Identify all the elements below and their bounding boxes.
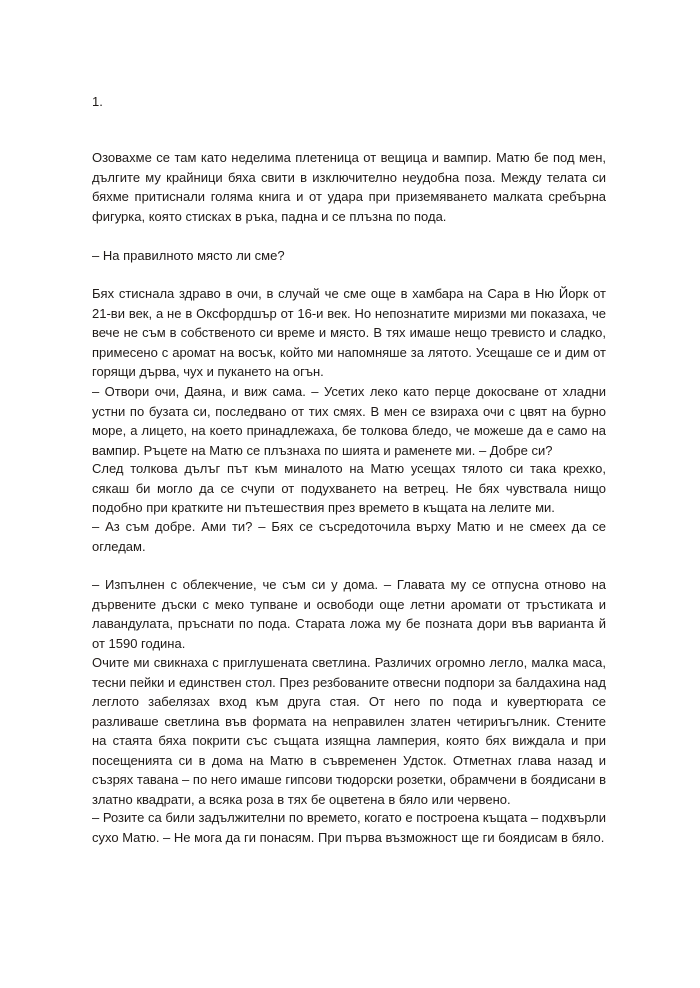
- paragraph-8: Очите ми свикнаха с приглушената светлина. Различих огромно легло, малка маса, тесни пейки и единствен стол. През резбованите отвесни подпори за балдахина над леглото забелязах вход към друга стая. От него по пода и кувертюрата се разливаше светлина във формата на неправилен златен четириъгълник. Стените на стаята бяха покрити със същата изящна ламперия, която бях виждала и при посещенията си в дома на Матю в съвременен Удсток. Отметнах глава назад и съзрях тавана – по него имаше гипсови тюдорски розетки, обрамчени в боядисани в златно квадрати, а всяка роза в тях бе оцветена в бяло или червено.: [92, 655, 606, 807]
- paragraph-1: Озовахме се там като неделима плетеница от вещица и вампир. Матю бе под мен, дългите му крайници бяха свити в изключително неудобна поза. Между телата си бяхме притиснали голяма книга и от удара при приземяването малката сребърна фигурка, която стисках в ръка, падна и се плъзна по пода.: [92, 150, 606, 224]
- paragraph-6: – Аз съм добре. Ами ти? – Бях се съсредоточила върху Матю и не смеех да се огледам.: [92, 519, 606, 554]
- paragraph-9: – Розите са били задължителни по времето, когато е построена къщата – подхвърли сухо Матю. – Не мога да ги понасям. При първа възможност ще ги боядисам в бяло.: [92, 810, 606, 845]
- chapter-number: 1.: [92, 94, 103, 109]
- paragraph-7: – Изпълнен с облекчение, че съм си у дома. – Главата му се отпусна отново на дървените дъски с меко тупване и освободи още летни аромати от тръстиката и лавандулата, пръснати по пода. Старата ложа му бе позната дори във варианта й от 1590 година.: [92, 577, 606, 651]
- paragraph-4: – Отвори очи, Даяна, и виж сама. – Усетих леко като перце докосване от хладни устни по бузата си, последвано от тих смях. В мен се взираха очи с цвят на бурно море, а лицето, на което принадлежаха, бе толкова бледо, че можеше да е само на вампир. Ръцете на Матю се плъзнаха по шията и раменете ми. – Добре си?: [92, 384, 606, 458]
- paragraph-5: След толкова дълъг път към миналото на Матю усещах тялото си така крехко, сякаш би могло да се счупи от подухването на ветрец. Не бях чувствала нищо подобно при кратките ни пътешествия през времето в къщата на лелите ми.: [92, 461, 606, 515]
- paragraph-2: – На правилното място ли сме?: [92, 248, 285, 263]
- paragraph-3: Бях стиснала здраво в очи, в случай че сме още в хамбара на Сара в Ню Йорк от 21-ви век, а не в Оксфордшър от 16-и век. Но непознатите миризми ми показаха, че вече не съм в собственото си време и място. В тях имаше нещо тревисто и сладко, примесено с аромат на восък, който ми напомняше за лятото. Усещаше се и дим от горящи дърва, чух и пукането на огън.: [92, 286, 606, 379]
